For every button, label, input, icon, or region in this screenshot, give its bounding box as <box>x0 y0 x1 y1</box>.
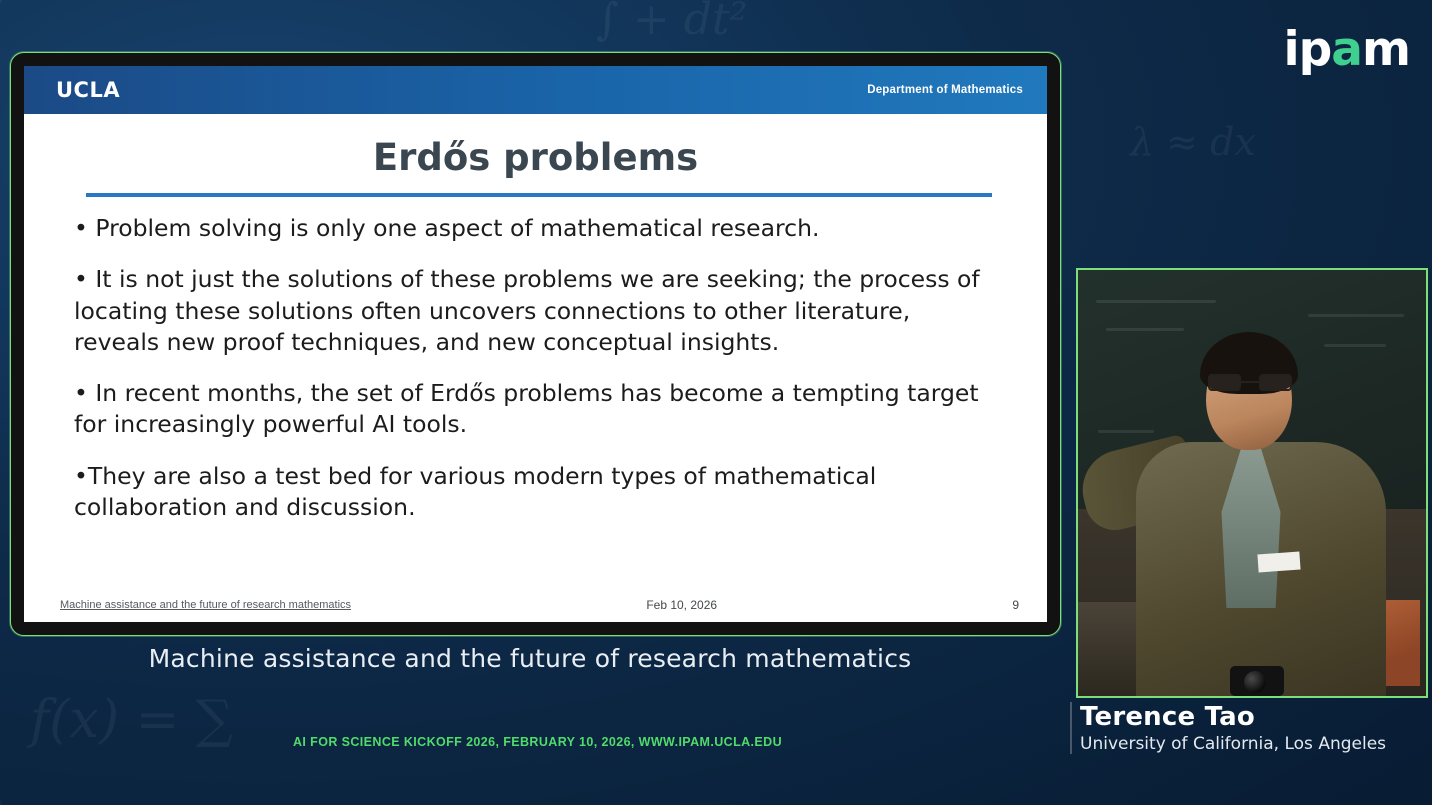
speaker-name-plate <box>1070 702 1432 754</box>
logo-letter-a: a <box>1331 21 1363 77</box>
logo-letter-p: p <box>1298 21 1332 77</box>
department-label: Department of Mathematics <box>867 84 1023 96</box>
slide-footer-date: Feb 10, 2026 <box>646 598 718 612</box>
event-info-strip: AI FOR SCIENCE KICKOFF 2026, FEBRUARY 10, 2026, WWW.IPAM.UCLA.EDU <box>292 735 783 749</box>
speaker-video-tile <box>1076 268 1428 698</box>
speaker-video-frame <box>1078 270 1426 696</box>
ipam-logo <box>1260 21 1410 77</box>
bullet-item: • In recent months, the set of Erdős problems has become a tempting target for increasingly powerful AI tools. <box>74 379 979 439</box>
pocket-card <box>1257 552 1300 573</box>
title-divider <box>86 193 992 197</box>
slide-body <box>74 213 997 523</box>
slide-title: Erdős problems <box>372 136 699 179</box>
background-formula: λ ≈ dx <box>1130 120 1256 164</box>
slide-footer <box>24 598 1047 612</box>
slide-header <box>24 66 1047 114</box>
bullet-item: •They are also a test bed for various modern types of mathematical collaboration and discussion. <box>74 461 877 521</box>
slide-footer-title: Machine assistance and the future of research mathematics <box>60 599 352 611</box>
bullet-item: • It is not just the solutions of these problems we are seeking; the process of locating these solutions often uncovers connections to other literature, reveals new proof techniques, and new conceptual insights. <box>74 265 980 356</box>
bullet-item: • Problem solving is only one aspect of mathematical research. <box>74 214 820 242</box>
slide-page-number: 9 <box>1012 598 1019 612</box>
camera-object <box>1230 666 1284 696</box>
background-formula: ∫ + dt² <box>596 0 748 45</box>
talk-title-caption: Machine assistance and the future of research mathematics <box>148 644 912 673</box>
speaker-affiliation: University of California, Los Angeles <box>1080 734 1387 754</box>
logo-letter-m: m <box>1362 21 1410 77</box>
presentation-slide <box>24 66 1047 622</box>
slide-frame <box>10 52 1061 636</box>
speaker-name: Terence Tao <box>1080 702 1255 732</box>
background-formula: f(x) = ∑ <box>30 690 233 750</box>
logo-letter-i: i <box>1283 21 1299 77</box>
glasses-icon <box>1208 374 1292 391</box>
institution-label: UCLA <box>56 78 121 102</box>
